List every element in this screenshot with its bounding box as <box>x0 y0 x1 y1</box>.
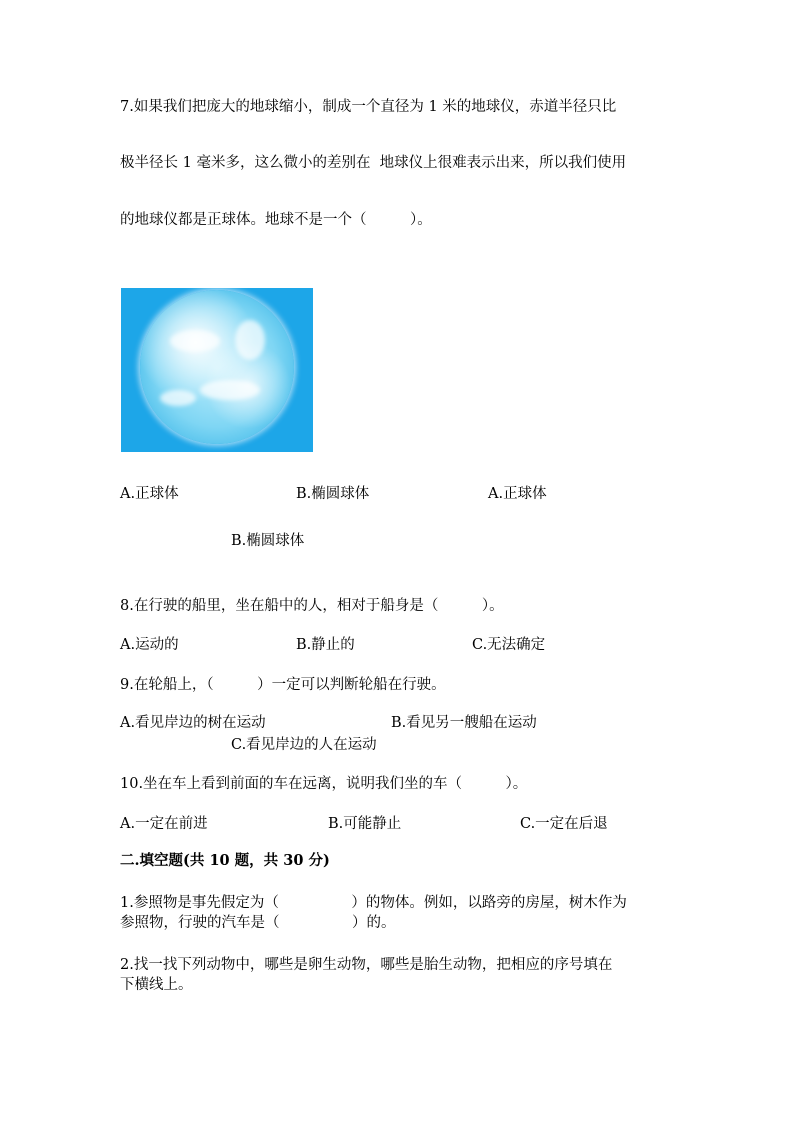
section-heading: 二.填空题(共 10 题，共 30 分) <box>120 852 330 869</box>
earth-image <box>121 288 313 452</box>
q10-text: 10.坐在车上看到前面的车在远离，说明我们坐的车（ ）。 <box>120 776 528 792</box>
q10-option-b: B.可能静止 <box>328 816 402 832</box>
q9-text: 9.在轮船上，（ ）一定可以判断轮船在行驶。 <box>120 677 446 693</box>
fill-q2-line-2: 下横线上。 <box>120 977 193 993</box>
q8-option-b: B.静止的 <box>296 637 355 653</box>
q7-line-2: 极半径长 1 毫米多，这么微小的差别在 地球仪上很难表示出来，所以我们使用 <box>120 155 627 171</box>
q10-option-c: C.一定在后退 <box>520 816 608 832</box>
q10-option-a: A.一定在前进 <box>120 816 208 832</box>
q9-option-a: A.看见岸边的树在运动 <box>120 715 266 731</box>
q7-option-4: B.椭圆球体 <box>231 533 305 549</box>
fill-q1-line-2: 参照物，行驶的汽车是（ ）的。 <box>120 915 396 931</box>
fill-q1-line-1: 1.参照物是事先假定为（ ）的物体。例如，以路旁的房屋，树木作为 <box>120 895 627 911</box>
q7-line-1: 7.如果我们把庞大的地球缩小，制成一个直径为 1 米的地球仪，赤道半径只比 <box>120 99 617 115</box>
q7-option-1: A.正球体 <box>120 486 179 502</box>
q7-option-3: A.正球体 <box>488 486 547 502</box>
q8-option-a: A.运动的 <box>120 637 179 653</box>
q7-line-3: 的地球仪都是正球体。地球不是一个（ ）。 <box>120 212 432 228</box>
q8-text: 8.在行驶的船里，坐在船中的人，相对于船身是（ ）。 <box>120 598 504 614</box>
q9-option-c: C.看见岸边的人在运动 <box>231 737 377 753</box>
q9-option-b: B.看见另一艘船在运动 <box>391 715 537 731</box>
earth-globe-icon <box>140 290 294 444</box>
q7-option-2: B.椭圆球体 <box>296 486 370 502</box>
q8-option-c: C.无法确定 <box>472 637 546 653</box>
fill-q2-line-1: 2.找一找下列动物中，哪些是卵生动物，哪些是胎生动物，把相应的序号填在 <box>120 957 613 973</box>
